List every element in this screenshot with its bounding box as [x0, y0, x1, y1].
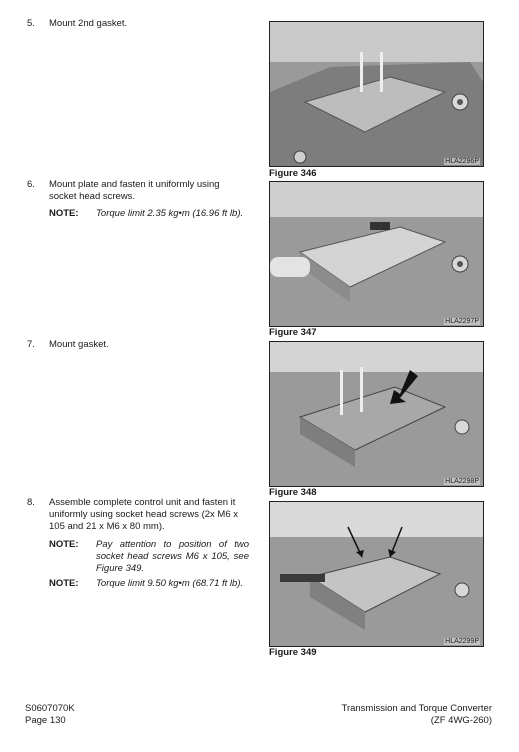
figure-348-caption: Figure 348 — [269, 487, 317, 498]
plate-photo — [270, 182, 483, 326]
control-unit-photo — [270, 502, 483, 646]
note-label: NOTE: — [49, 539, 79, 550]
step-number: 6. — [27, 179, 35, 190]
photo-code: HLA2296P — [445, 158, 479, 165]
figure-347-photo — [269, 181, 484, 327]
step-number: 7. — [27, 339, 35, 350]
document-id: S0607070K — [25, 703, 75, 714]
gasket-mount-photo — [270, 342, 483, 486]
note-text: Torque limit 2.35 kg•m (16.96 ft lb). — [96, 208, 244, 219]
figure-348-photo — [269, 341, 484, 487]
figure-349-photo — [269, 501, 484, 647]
figure-347-caption: Figure 347 — [269, 327, 317, 338]
photo-code: HLA2298P — [445, 478, 479, 485]
footer-left — [25, 703, 75, 727]
note-label: NOTE: — [49, 208, 79, 219]
step-number: 5. — [27, 18, 35, 29]
step-text: Mount 2nd gasket. — [49, 18, 128, 29]
page-number: Page 130 — [25, 715, 66, 726]
gasket-photo — [270, 22, 483, 166]
step-text: Assemble complete control unit and fasten it uniformly using socket head screws (2x M6 x 105 and 21 x M6 x 80 mm). — [49, 497, 239, 532]
note-text: Torque limit 9.50 kg•m (68.71 ft lb). — [96, 578, 244, 589]
note-text: Pay attention to position of two socket head screws M6 x 105, see Figure 349. — [96, 539, 249, 574]
figure-349-caption: Figure 349 — [269, 647, 317, 658]
footer-right — [342, 703, 493, 727]
step-number: 8. — [27, 497, 35, 508]
step-text: Mount gasket. — [49, 339, 109, 350]
model-designation: (ZF 4WG-260) — [430, 715, 492, 726]
photo-code: HLA2297P — [445, 318, 479, 325]
step-text: Mount plate and fasten it uniformly using socket head screws. — [49, 179, 220, 202]
photo-code: HLA2299P — [445, 638, 479, 645]
figure-346-photo — [269, 21, 484, 167]
note-label: NOTE: — [49, 578, 79, 589]
manual-section-title: Transmission and Torque Converter — [341, 703, 492, 714]
figure-346-caption: Figure 346 — [269, 168, 317, 179]
